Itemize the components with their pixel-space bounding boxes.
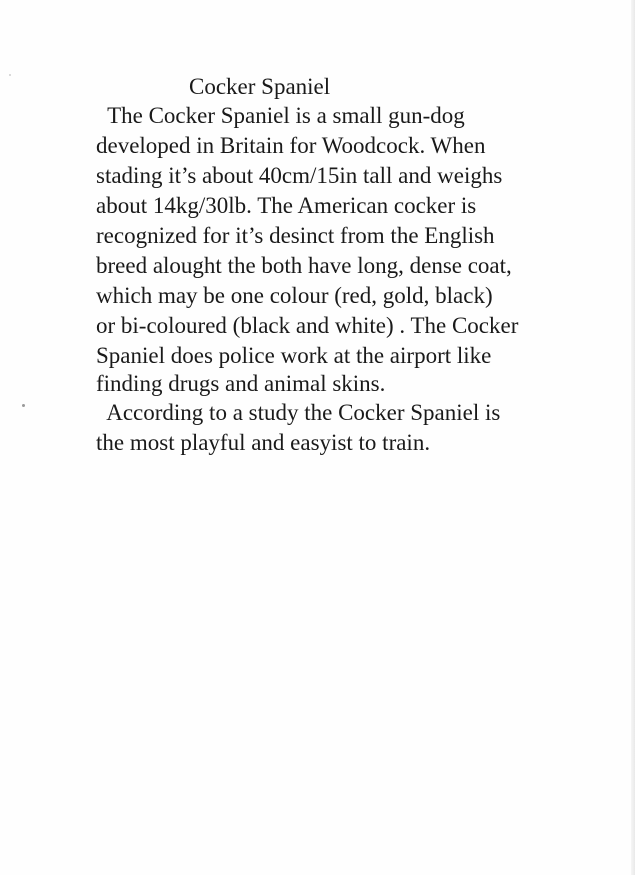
paragraph-line-12: the most playful and easyist to train. bbox=[96, 430, 431, 455]
paragraph-line-8: or bi-coloured (black and white) . The Cocker bbox=[96, 313, 519, 338]
page-edge bbox=[631, 0, 635, 875]
paragraph-line-9: Spaniel does police work at the airport like bbox=[96, 343, 492, 368]
paragraph-line-3: stading it’s about 40cm/15in tall and weighs bbox=[96, 163, 503, 188]
scan-speck bbox=[9, 74, 11, 76]
paragraph-line-10: finding drugs and animal skins. bbox=[96, 371, 386, 396]
paragraph-line-1: The Cocker Spaniel is a small gun-dog bbox=[96, 103, 465, 128]
document-title: Cocker Spaniel bbox=[189, 74, 331, 99]
paragraph-line-7: which may be one colour (red, gold, black) bbox=[96, 283, 493, 308]
scan-speck bbox=[22, 404, 25, 407]
paragraph-line-2: developed in Britain for Woodcock. When bbox=[96, 133, 486, 158]
paragraph-line-6: breed alought the both have long, dense coat, bbox=[96, 253, 512, 278]
paragraph-line-5: recognized for it’s desinct from the English bbox=[96, 223, 495, 248]
paragraph-line-4: about 14kg/30lb. The American cocker is bbox=[96, 193, 477, 218]
paragraph-line-11: According to a study the Cocker Spaniel is bbox=[96, 400, 501, 425]
